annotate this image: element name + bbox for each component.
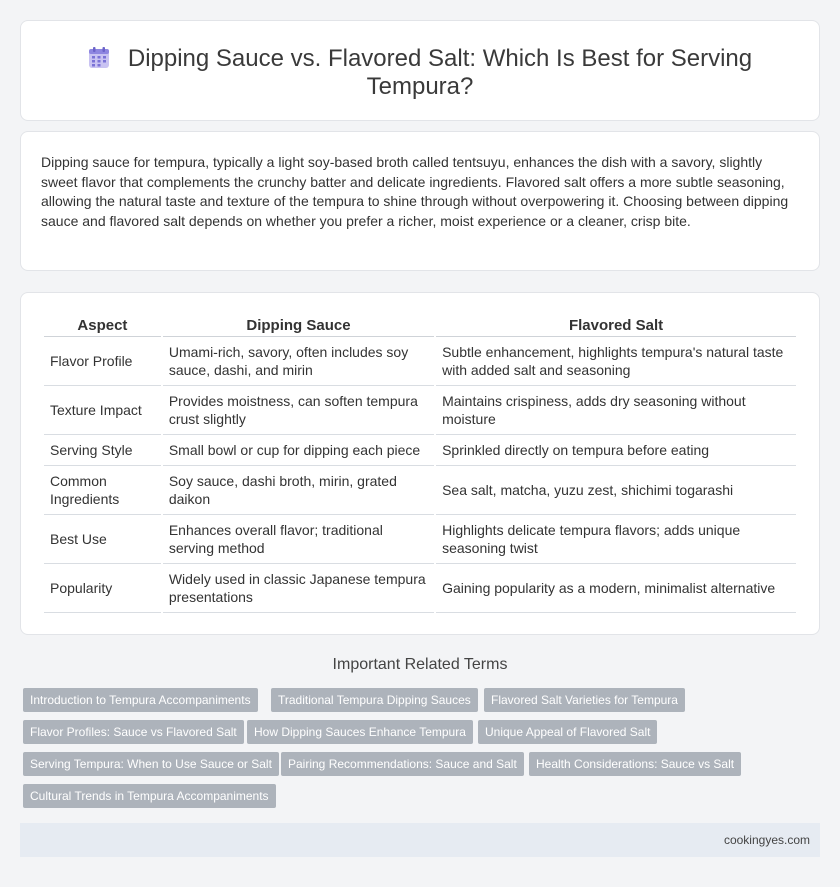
row-flavored-salt: Highlights delicate tempura flavors; adds unique seasoning twist	[436, 515, 796, 564]
header-flavored-salt: Flavored Salt	[436, 315, 796, 337]
row-dipping-sauce: Widely used in classic Japanese tempura presentations	[163, 564, 434, 613]
row-flavored-salt: Subtle enhancement, highlights tempura's natural taste with added salt and seasoning	[436, 337, 796, 386]
row-dipping-sauce: Soy sauce, dashi broth, mirin, grated daikon	[163, 466, 434, 515]
table-header-row	[44, 315, 796, 337]
related-term-tag[interactable]: Cultural Trends in Tempura Accompaniments	[23, 784, 276, 808]
table-row	[44, 386, 796, 435]
table-row	[44, 337, 796, 386]
related-term-tag[interactable]: Health Considerations: Sauce vs Salt	[529, 752, 741, 776]
row-flavored-salt: Sea salt, matcha, yuzu zest, shichimi togarashi	[436, 466, 796, 515]
header-aspect: Aspect	[44, 315, 161, 337]
table-row	[44, 466, 796, 515]
footer-site-name[interactable]: cookingyes.com	[723, 833, 810, 847]
row-flavored-salt: Gaining popularity as a modern, minimalist alternative	[436, 564, 796, 613]
related-term-tag[interactable]: Flavored Salt Varieties for Tempura	[484, 688, 685, 712]
comparison-table-card	[20, 292, 820, 635]
row-dipping-sauce: Provides moistness, can soften tempura crust slightly	[163, 386, 434, 435]
table-row	[44, 435, 796, 466]
related-terms-heading: Important Related Terms	[332, 656, 508, 673]
row-dipping-sauce: Small bowl or cup for dipping each piece	[163, 435, 434, 466]
row-aspect: Common Ingredients	[44, 466, 161, 515]
row-aspect: Serving Style	[44, 435, 161, 466]
table-row	[44, 564, 796, 613]
calendar-icon	[88, 47, 110, 69]
row-flavored-salt: Maintains crispiness, adds dry seasoning without moisture	[436, 386, 796, 435]
header-card	[20, 20, 820, 121]
page-title-row	[21, 45, 819, 101]
row-aspect: Popularity	[44, 564, 161, 613]
row-dipping-sauce: Enhances overall flavor; traditional serving method	[163, 515, 434, 564]
related-term-tag[interactable]: How Dipping Sauces Enhance Tempura	[247, 720, 473, 744]
row-aspect: Best Use	[44, 515, 161, 564]
related-term-tag[interactable]: Traditional Tempura Dipping Sauces	[271, 688, 478, 712]
header-dipping-sauce: Dipping Sauce	[163, 315, 434, 337]
intro-paragraph: Dipping sauce for tempura, typically a light soy-based broth called tentsuyu, enhances the dish with a savory, slightly sweet flavor that complements the crunchy batter and delicate ingredients. Flavored salt offers a more subtle seasoning, allowing the natural taste and texture of the tempura to shine through without overpowering it. Choosing between dipping sauce and flavored salt depends on whether you prefer a richer, moist experience or a cleaner, crisp bite.	[41, 154, 789, 229]
related-term-tag[interactable]: Serving Tempura: When to Use Sauce or Salt	[23, 752, 279, 776]
comparison-table	[42, 315, 798, 613]
row-dipping-sauce: Umami-rich, savory, often includes soy sauce, dashi, and mirin	[163, 337, 434, 386]
footer	[20, 823, 820, 857]
page-title: Dipping Sauce vs. Flavored Salt: Which Is Best for Serving Tempura?	[127, 45, 753, 100]
table-row	[44, 515, 796, 564]
related-term-tag[interactable]: Unique Appeal of Flavored Salt	[478, 720, 657, 744]
row-flavored-salt: Sprinkled directly on tempura before eating	[436, 435, 796, 466]
row-aspect: Flavor Profile	[44, 337, 161, 386]
related-term-tag[interactable]: Introduction to Tempura Accompaniments	[23, 688, 258, 712]
related-term-tag[interactable]: Pairing Recommendations: Sauce and Salt	[281, 752, 524, 776]
row-aspect: Texture Impact	[44, 386, 161, 435]
intro-card	[20, 131, 820, 271]
related-term-tag[interactable]: Flavor Profiles: Sauce vs Flavored Salt	[23, 720, 244, 744]
